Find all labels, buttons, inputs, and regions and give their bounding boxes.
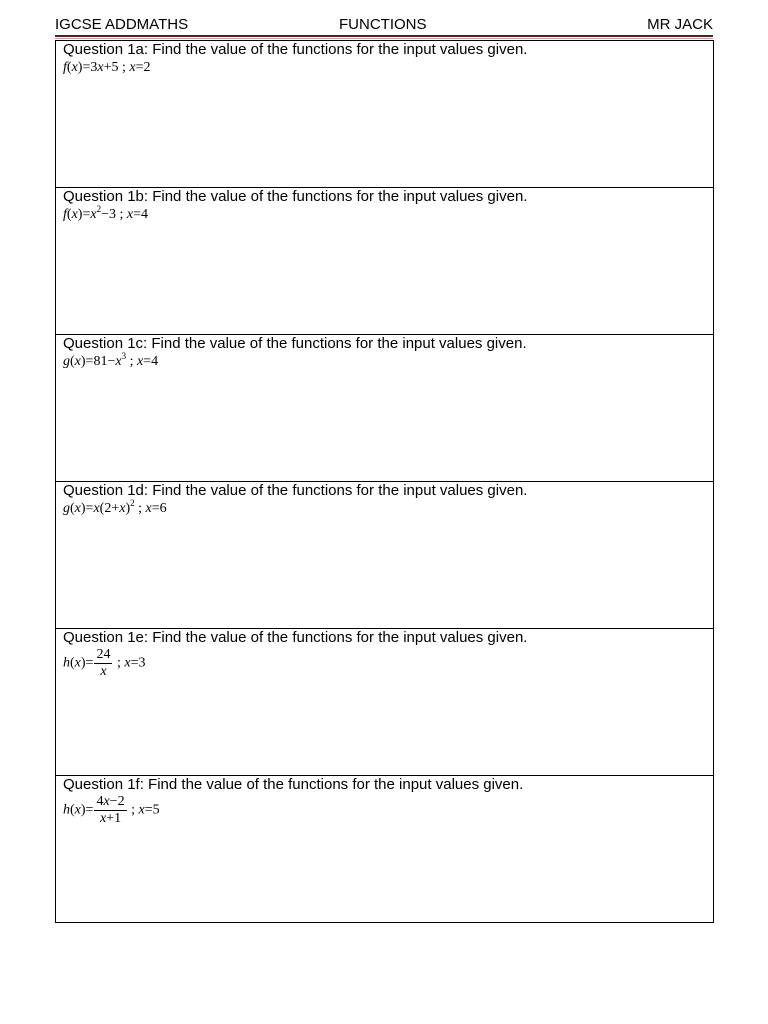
page-header bbox=[55, 16, 713, 36]
header-topic: FUNCTIONS bbox=[339, 16, 427, 33]
question-title-1c: Question 1c: Find the value of the functions for the input values given. bbox=[63, 335, 527, 352]
question-expression-1c: $g(x)=81-x^3$ ; x=4 bbox=[63, 351, 159, 369]
question-expression-1b: $f(x)=x^2-3$ ; x=4 bbox=[63, 204, 148, 222]
question-title-1b: Question 1b: Find the value of the functions for the input values given. bbox=[63, 188, 528, 205]
question-expression-1d: $g(x)=x(2+x)^2$ ; x=6 bbox=[63, 498, 167, 516]
question-title-1f: Question 1f: Find the value of the functions for the input values given. bbox=[63, 776, 524, 793]
question-box-1c bbox=[56, 335, 713, 482]
header-rule-shadow bbox=[55, 38, 713, 39]
question-box-1d bbox=[56, 482, 713, 629]
question-box-1e bbox=[56, 629, 713, 776]
question-box-1f bbox=[56, 776, 713, 923]
header-rule bbox=[55, 35, 713, 37]
question-expression-1f: h(x)= $\frac{4x-2}{x+1}$ ; x=5 bbox=[63, 794, 160, 826]
question-expression-1e: h(x)= $\frac{24}{x}$ ; x=3 bbox=[63, 647, 146, 679]
question-table bbox=[55, 40, 714, 923]
question-title-1e: Question 1e: Find the value of the functions for the input values given. bbox=[63, 629, 528, 646]
header-course: IGCSE ADDMATHS bbox=[55, 16, 189, 33]
question-box-1a bbox=[56, 41, 713, 188]
header-teacher: MR JACK bbox=[647, 16, 713, 33]
question-title-1a: Question 1a: Find the value of the functions for the input values given. bbox=[63, 41, 528, 58]
question-expression-1a: f(x)=3x+5 ; x=2 bbox=[63, 60, 151, 75]
question-title-1d: Question 1d: Find the value of the functions for the input values given. bbox=[63, 482, 528, 499]
question-box-1b bbox=[56, 188, 713, 335]
